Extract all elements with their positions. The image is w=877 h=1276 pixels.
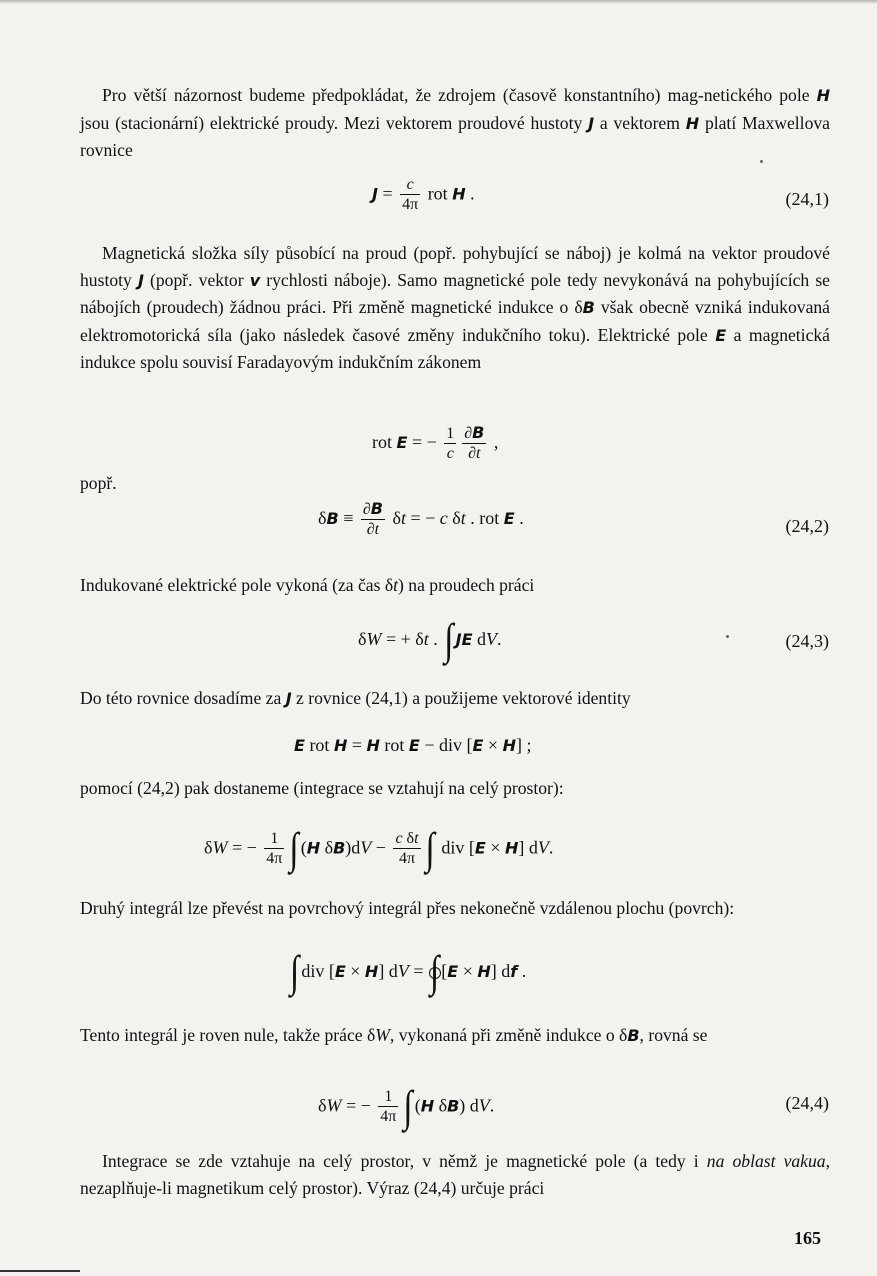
equation-24-3: δW = + δt . ∫ JE dV. [358, 616, 502, 665]
paragraph-6: Druhý integrál lze převést na povrchový integrál přes nekonečně vzdálenou plochu (povrch): [80, 898, 735, 918]
eq-number-24-3: (24,3) [785, 631, 829, 651]
equation-vector-identity: E rot H = H rot E − div [E × H] ; [294, 735, 532, 755]
paragraph-7: Tento integrál je roven nule, takže práce δW, vykonaná při změně indukce o δB, rovná se [80, 1025, 708, 1045]
paragraph-1: Pro větší názornost budeme předpokládat, že zdrojem (časově konstantního) mag-netického pole H jsou (stacionární) elektrické proudy. Mezi vektorem proudové hustoty J a vektorem H platí Maxwellova rovnice [80, 85, 830, 160]
equation-work-expanded: δW = − $\frac{1}{4\pi}$ ∫ (H δB)dV − $\frac{\text{c δt}}{4\pi}$ ∫ div [E × H] dV. [204, 824, 554, 873]
paragraph-4: Do této rovnice dosadíme za J z rovnice (24,1) a použijeme vektorové identity [80, 688, 631, 708]
paragraph-8: Integrace se zde vztahuje na celý prostor, v němž je magnetické pole (a tedy i na oblast vakua, nezaplňuje-li magnetikum celý prostor). Výraz (24,4) určuje práci [80, 1151, 830, 1198]
scan-speck [760, 160, 763, 163]
eq-number-24-4: (24,4) [785, 1093, 829, 1113]
equation-24-4: δW = − $\frac{1}{4\pi}$ ∫ (H δB) dV. [318, 1082, 495, 1131]
eq-number-24-2: (24,2) [785, 516, 829, 536]
paragraph-5: pomocí (24,2) pak dostaneme (integrace se vztahují na celý prostor): [80, 778, 564, 798]
eq-number-24-1: (24,1) [785, 189, 829, 209]
page-number: 165 [794, 1228, 821, 1248]
equation-surface-integral: ∫ div [E × H] dV = ∫ [E × H] df . [290, 948, 527, 997]
equation-24-2: δB ≡ $\frac{\partial B}{\partial t}$ δt = − c δt . rot E . [318, 499, 524, 538]
popr-label: popř. [80, 473, 117, 493]
paragraph-2: Magnetická složka síly působící na proud (popř. pohybující se náboj) je kolmá na vektor proudové hustoty J (popř. vektor v rychlosti náboje). Samo magnetické pole tedy nevykonává na pohybujících se nábojích (proudech) žádnou práci. Při změně magnetické indukce o δB však obecně vzniká indukovaná elektromotorická síla (jako následek časové změny indukčního toku). Elektrické pole E a magnetická indukce spolu souvisí Faradayovým indukčním zákonem [80, 243, 830, 372]
equation-faraday: rot E = − $\frac{1}{c}$ $\frac{\partial B}{\partial t}$ , [372, 423, 499, 462]
scan-top-edge [0, 0, 877, 4]
scan-bottom-mark [0, 1270, 80, 1272]
scan-speck [726, 635, 729, 638]
paragraph-3: Indukované elektrické pole vykoná (za čas δt) na proudech práci [80, 575, 535, 595]
equation-24-1: J = $\frac{c}{4\pi}$ rot H . [372, 176, 475, 213]
